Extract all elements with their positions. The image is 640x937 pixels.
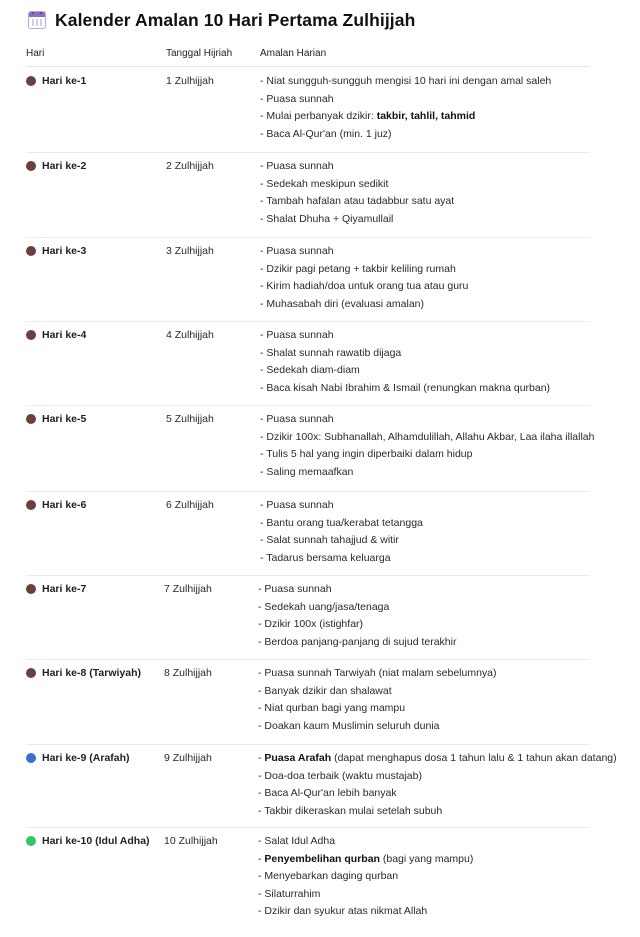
header-acts: Amalan Harian <box>260 48 327 59</box>
activity-highlight: Penyembelihan qurban <box>264 852 380 865</box>
activity-item <box>258 886 473 904</box>
day-text: Hari ke-3 <box>42 245 87 257</box>
activity-text: - Banyak dzikir dan shalawat <box>258 684 392 697</box>
day-label <box>26 835 150 847</box>
activity-item <box>258 803 617 821</box>
activity-item <box>260 176 454 194</box>
table-row <box>26 575 590 660</box>
activity-item <box>260 345 550 363</box>
title-row <box>28 8 415 32</box>
hijri-date: 8 Zulhijjah <box>164 667 212 679</box>
activity-text: - Baca kisah Nabi Ibrahim & Ismail (renungkan makna qurban) <box>260 381 551 394</box>
activity-text: - <box>258 852 265 865</box>
activity-item <box>260 243 468 261</box>
activity-item <box>258 903 473 921</box>
activity-text: - <box>258 752 265 764</box>
activity-item <box>260 296 468 314</box>
activity-item <box>258 665 497 683</box>
status-dot-icon <box>26 76 36 86</box>
activity-item <box>258 634 456 652</box>
activity-item <box>260 73 551 91</box>
day-label <box>26 245 86 257</box>
activity-item <box>260 193 454 211</box>
activity-list <box>260 411 594 481</box>
status-dot-icon <box>26 500 36 510</box>
status-dot-icon <box>26 414 36 424</box>
hijri-date: 7 Zulhijjah <box>164 583 212 595</box>
activity-list <box>260 73 551 143</box>
table-header <box>26 48 590 67</box>
activity-item <box>260 380 550 398</box>
activity-text: - Tambah hafalan atau tadabbur satu ayat <box>260 195 455 207</box>
activity-text: - Salat sunnah tahajjud & witir <box>260 534 399 546</box>
day-text: Hari ke-10 (Idul Adha) <box>42 835 150 847</box>
activity-text: - Mulai perbanyak dzikir: <box>260 110 377 122</box>
activity-item <box>258 750 617 768</box>
day-label <box>26 413 86 425</box>
table-row <box>26 67 590 153</box>
activity-text: - Tadarus bersama keluarga <box>260 551 391 564</box>
activity-item <box>260 158 454 176</box>
activity-item <box>258 683 497 701</box>
activity-text: - Shalat Dhuha + Qiyamullail <box>260 212 394 225</box>
hijri-date: 5 Zulhijjah <box>166 413 214 425</box>
activity-item <box>260 108 551 126</box>
activity-text: - Puasa sunnah Tarwiyah (niat malam sebelumnya) <box>258 667 497 679</box>
day-text: Hari ke-9 (Arafah) <box>42 752 130 764</box>
day-label <box>26 499 86 511</box>
activity-text: (dapat menghapus dosa 1 tahun lalu & 1 tahun akan datang) <box>331 752 617 764</box>
activity-text: - Saling memaafkan <box>260 465 354 478</box>
status-dot-icon <box>26 161 36 171</box>
activity-list <box>260 327 550 397</box>
table-row <box>26 405 595 492</box>
activity-item <box>260 278 468 296</box>
activity-text: - Dzikir pagi petang + takbir keliling rumah <box>260 262 456 275</box>
activity-text: - Muhasabah diri (evaluasi amalan) <box>260 297 424 310</box>
day-text: Hari ke-2 <box>42 160 87 172</box>
activity-text: - Dzikir 100x (istighfar) <box>258 618 364 630</box>
day-label <box>26 75 86 87</box>
activity-text: - Dzikir dan syukur atas nikmat Allah <box>258 905 428 917</box>
activity-text: - Puasa sunnah <box>260 329 334 341</box>
activity-item <box>258 599 456 617</box>
day-label <box>26 160 86 172</box>
activity-text: - Puasa sunnah <box>258 583 332 595</box>
table-row <box>26 321 590 406</box>
activity-item <box>260 91 551 109</box>
activity-list <box>258 665 497 735</box>
activity-item <box>258 718 497 736</box>
activity-text: - Puasa sunnah <box>260 499 334 511</box>
day-text: Hari ke-6 <box>42 499 87 511</box>
day-label <box>26 667 141 679</box>
activity-text: - Baca Al-Qur'an (min. 1 juz) <box>260 127 392 140</box>
activity-item <box>260 429 594 447</box>
activity-item <box>260 550 423 568</box>
activity-text: - Puasa sunnah <box>260 413 334 425</box>
page-title: Kalender Amalan 10 Hari Pertama Zulhijjah <box>55 9 416 30</box>
activity-text: - Berdoa panjang-panjang di sujud terakhir <box>258 635 457 648</box>
hijri-date: 6 Zulhijjah <box>166 499 214 511</box>
activity-item <box>258 581 456 599</box>
activity-text: - Kirim hadiah/doa untuk orang tua atau guru <box>260 280 469 292</box>
status-dot-icon <box>26 246 36 256</box>
day-label <box>26 752 130 764</box>
day-text: Hari ke-5 <box>42 413 87 425</box>
day-label <box>26 583 86 595</box>
activity-text: - Sedekah uang/jasa/tenaga <box>258 600 390 613</box>
activity-text: - Silaturrahim <box>258 887 321 900</box>
hijri-date: 2 Zulhijjah <box>166 160 214 172</box>
activity-item <box>260 515 423 533</box>
activity-item <box>260 464 594 482</box>
activity-item <box>260 532 423 550</box>
activity-text: - Niat sungguh-sungguh mengisi 10 hari ini dengan amal saleh <box>260 75 552 87</box>
activity-item <box>258 616 456 634</box>
activity-text: - Bantu orang tua/kerabat tetangga <box>260 516 423 529</box>
activity-item <box>260 261 468 279</box>
activity-list <box>258 581 456 651</box>
activity-text: - Baca Al-Qur'an lebih banyak <box>258 787 397 799</box>
activity-list <box>258 833 473 921</box>
day-text: Hari ke-8 (Tarwiyah) <box>42 667 142 679</box>
table-row <box>26 744 617 828</box>
activity-text: - Tulis 5 hal yang ingin diperbaiki dalam hidup <box>260 448 473 460</box>
header-day: Hari <box>26 48 45 59</box>
activity-item <box>260 362 550 380</box>
day-text: Hari ke-7 <box>42 583 87 595</box>
table-row <box>26 827 590 927</box>
activity-text: - Menyebarkan daging qurban <box>258 870 399 882</box>
activity-text: - Doa-doa terbaik (waktu mustajab) <box>258 769 422 782</box>
table-row <box>26 659 590 745</box>
activity-item <box>258 700 497 718</box>
status-dot-icon <box>26 668 36 678</box>
activity-text: - Sedekah meskipun sedikit <box>260 177 389 190</box>
activity-list <box>260 243 468 313</box>
table-row <box>26 237 590 322</box>
activity-text: - Sedekah diam-diam <box>260 364 360 376</box>
activity-item <box>260 211 454 229</box>
activity-text: - Niat qurban bagi yang mampu <box>258 702 406 714</box>
activity-item <box>260 446 594 464</box>
activity-list <box>258 750 617 820</box>
activity-list <box>260 158 454 228</box>
status-dot-icon <box>26 836 36 846</box>
activity-highlight: Puasa Arafah <box>264 752 332 764</box>
header-date: Tanggal Hijriah <box>166 48 233 59</box>
activity-text: - Dzikir 100x: Subhanallah, Alhamdulillah, Allahu Akbar, Laa ilaha illallah <box>260 430 595 443</box>
status-dot-icon <box>26 753 36 763</box>
activity-text: - Doakan kaum Muslimin seluruh dunia <box>258 719 440 732</box>
hijri-date: 3 Zulhijjah <box>166 245 214 257</box>
status-dot-icon <box>26 330 36 340</box>
hijri-date: 10 Zulhijjah <box>164 835 218 847</box>
activity-text: - Shalat sunnah rawatib dijaga <box>260 346 402 359</box>
table-row <box>26 152 590 238</box>
activity-item <box>260 411 594 429</box>
activity-text: - Salat Idul Adha <box>258 835 336 847</box>
activity-highlight: takbir, tahlil, tahmid <box>376 110 476 122</box>
activity-text: - Puasa sunnah <box>260 245 334 257</box>
activity-text: (bagi yang mampu) <box>379 852 474 865</box>
day-text: Hari ke-4 <box>42 329 87 341</box>
activity-text: - Puasa sunnah <box>260 92 334 105</box>
day-text: Hari ke-1 <box>42 75 87 87</box>
calendar-icon <box>28 11 46 29</box>
activity-item <box>260 497 423 515</box>
hijri-date: 4 Zulhijjah <box>166 329 214 341</box>
activity-text: - Puasa sunnah <box>260 160 334 172</box>
activity-list <box>260 497 423 567</box>
activity-item <box>258 851 473 869</box>
hijri-date: 9 Zulhijjah <box>164 752 212 764</box>
activity-text: - Takbir dikeraskan mulai setelah subuh <box>258 804 443 817</box>
activity-item <box>258 785 617 803</box>
activity-item <box>258 768 617 786</box>
activity-item <box>258 833 473 851</box>
day-label <box>26 329 86 341</box>
hijri-date: 1 Zulhijjah <box>166 75 214 87</box>
activity-item <box>260 126 551 144</box>
status-dot-icon <box>26 584 36 594</box>
activity-item <box>260 327 550 345</box>
table-row <box>26 491 590 576</box>
activity-item <box>258 868 473 886</box>
